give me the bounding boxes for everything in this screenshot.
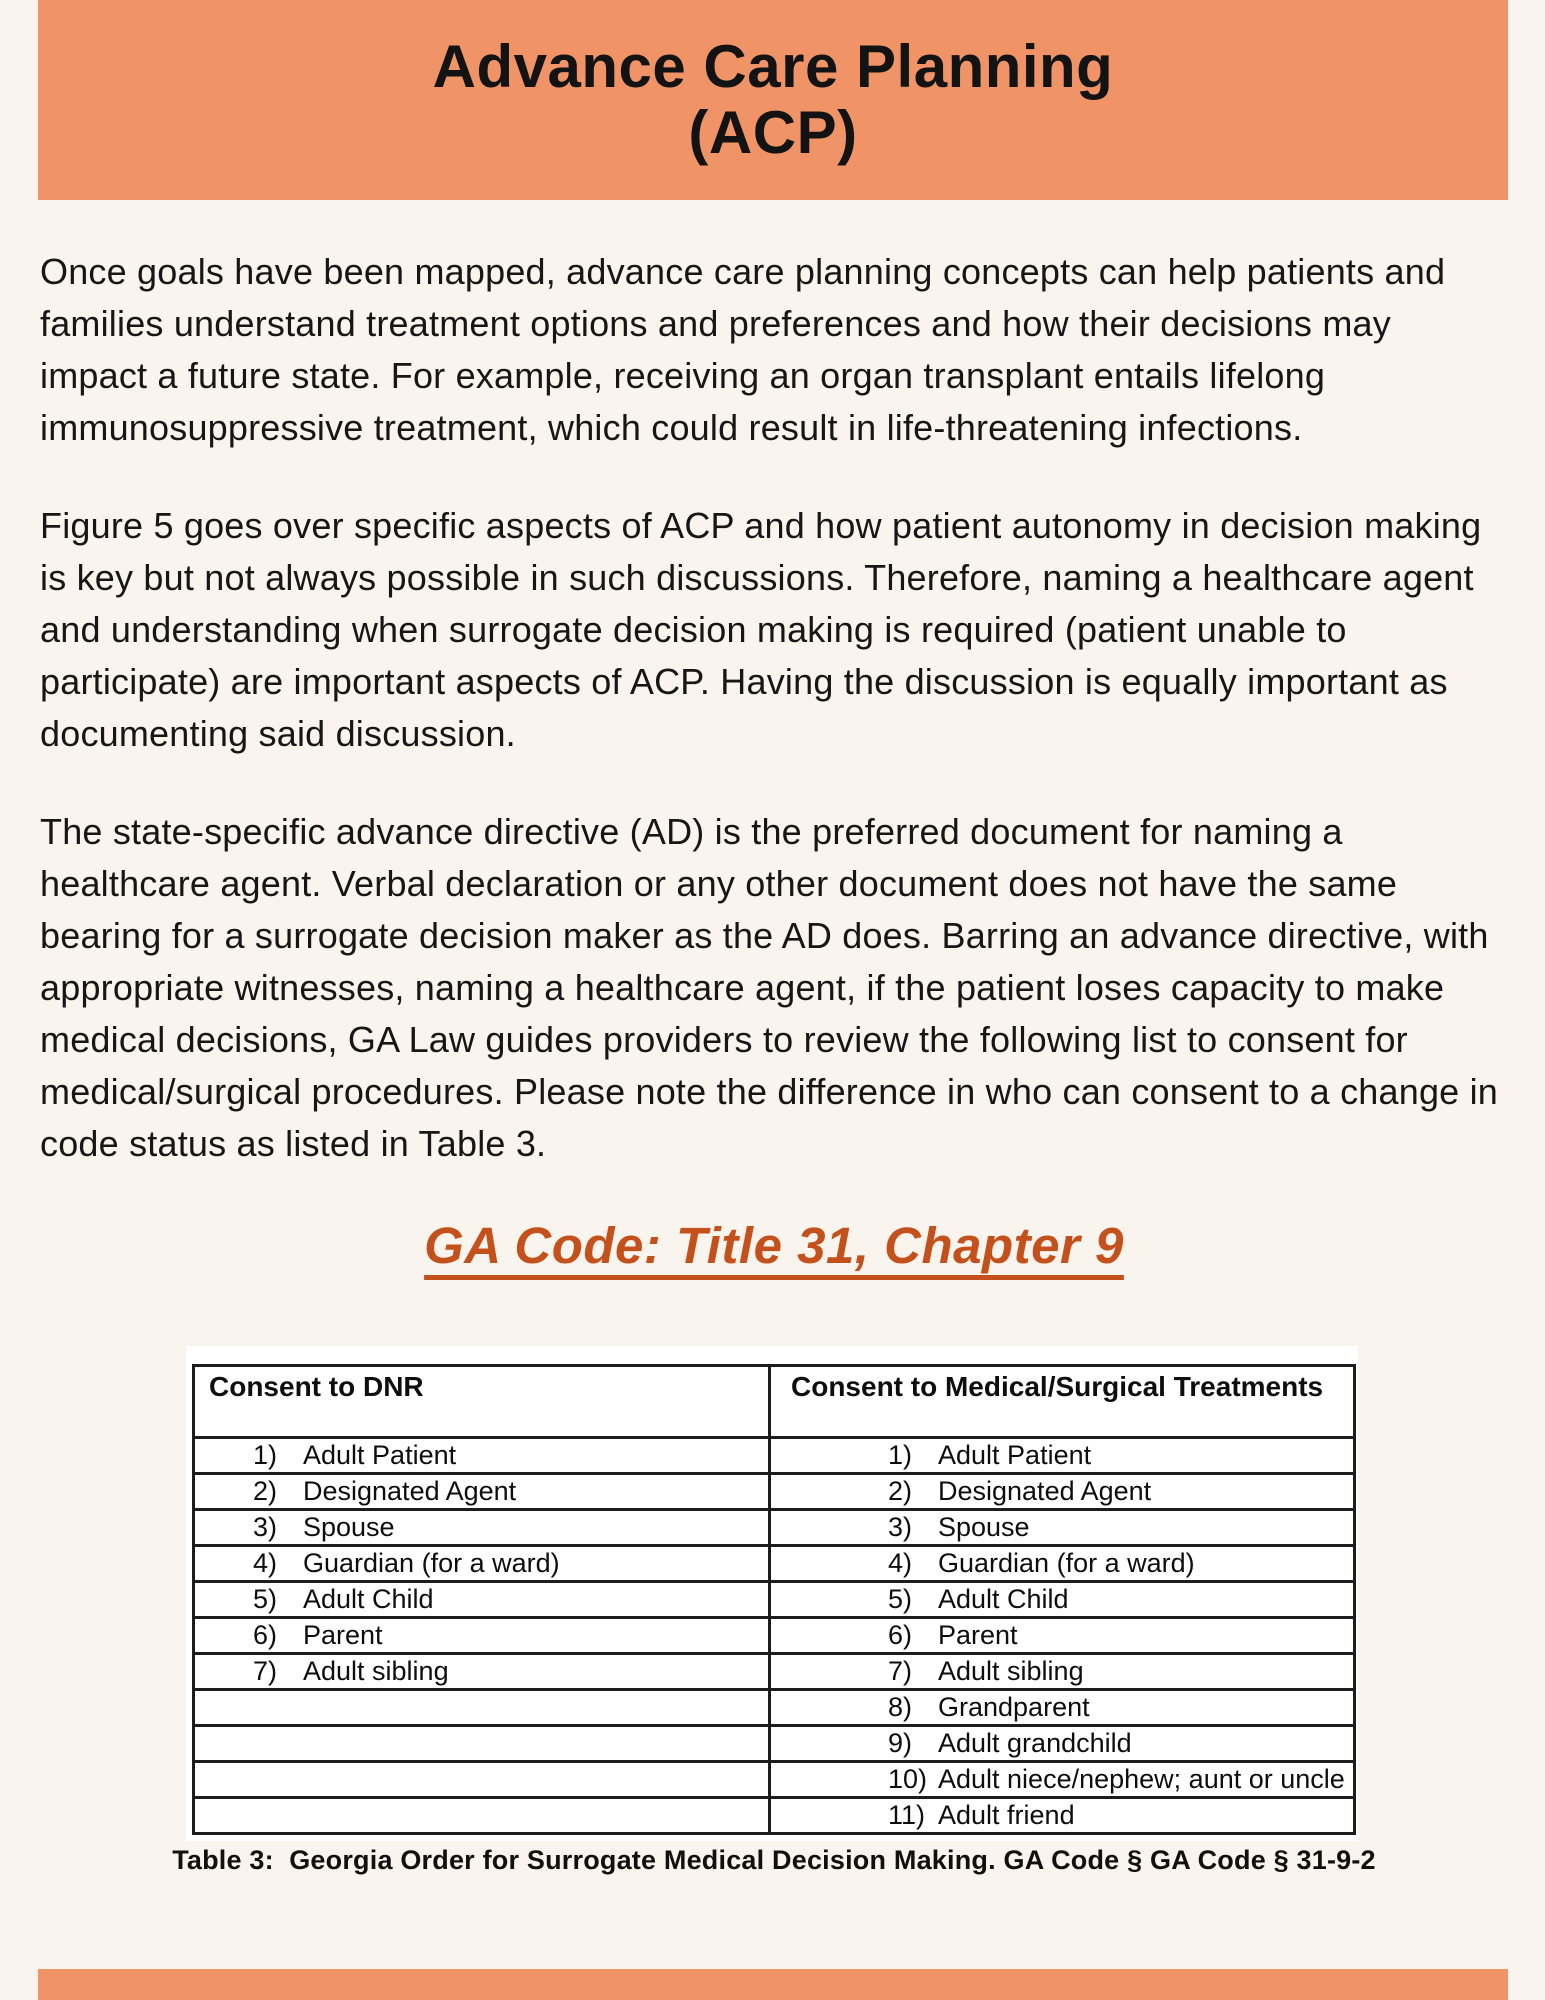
consent-cell-dnr bbox=[194, 1618, 770, 1654]
consent-medical-header: Consent to Medical/Surgical Treatments bbox=[770, 1366, 1355, 1438]
table-caption: Table 3: Georgia Order for Surrogate Medical Decision Making. GA Code § GA Code § 31-9-2 bbox=[172, 1845, 1376, 1875]
list-number: 2) bbox=[253, 1476, 278, 1506]
consent-cell-medical bbox=[770, 1474, 1355, 1510]
consent-cell-medical bbox=[770, 1798, 1355, 1834]
consent-cell-dnr bbox=[194, 1798, 770, 1834]
list-number: 2) bbox=[888, 1476, 913, 1506]
consent-cell-dnr bbox=[194, 1546, 770, 1582]
ga-code-link[interactable]: GA Code: Title 31, Chapter 9 bbox=[424, 1217, 1124, 1274]
list-item-label: Parent bbox=[938, 1620, 1018, 1650]
table-row bbox=[194, 1654, 1355, 1690]
consent-cell-dnr bbox=[194, 1474, 770, 1510]
consent-cell-dnr bbox=[194, 1510, 770, 1546]
table-row bbox=[194, 1510, 1355, 1546]
consent-table-header-row bbox=[194, 1366, 1355, 1438]
list-item-label: Parent bbox=[303, 1620, 383, 1650]
list-item bbox=[195, 1547, 768, 1580]
consent-cell-medical bbox=[770, 1654, 1355, 1690]
list-number: 3) bbox=[253, 1512, 278, 1542]
list-item bbox=[771, 1691, 1353, 1724]
list-item-label: Grandparent bbox=[938, 1692, 1090, 1722]
consent-table-container bbox=[186, 1346, 1358, 1841]
list-item bbox=[771, 1763, 1353, 1796]
list-item bbox=[771, 1475, 1353, 1508]
list-item bbox=[195, 1475, 768, 1508]
table-row bbox=[194, 1474, 1355, 1510]
consent-cell-medical bbox=[770, 1618, 1355, 1654]
list-item bbox=[771, 1439, 1353, 1472]
list-item-label: Adult Child bbox=[303, 1584, 434, 1614]
consent-cell-dnr bbox=[194, 1690, 770, 1726]
list-item-label: Adult sibling bbox=[938, 1656, 1084, 1686]
list-item bbox=[771, 1583, 1353, 1616]
consent-cell-medical bbox=[770, 1438, 1355, 1474]
list-item-label: Designated Agent bbox=[303, 1476, 517, 1506]
list-number: 3) bbox=[888, 1512, 913, 1542]
consent-cell-dnr bbox=[194, 1582, 770, 1618]
paragraph-advance-directive: The state-specific advance directive (AD) is the preferred document for naming a healthcare agent. Verbal declaration or any other document does not have the same bearing for a surrogate decision maker as the AD does. Barring an advance directive, with appropriate witnesses, naming a healthcare agent, if the patient loses capacity to make medical decisions, GA Law guides providers to review the following list to consent for medical/surgical procedures. Please note the difference in who can consent to a change in code status as listed in Table 3. bbox=[40, 811, 1499, 1164]
page-header bbox=[38, 0, 1508, 200]
consent-cell-medical bbox=[770, 1510, 1355, 1546]
list-number: 7) bbox=[253, 1656, 278, 1686]
list-item-label: Adult sibling bbox=[303, 1656, 449, 1686]
list-number: 8) bbox=[888, 1692, 913, 1722]
list-number: 4) bbox=[888, 1548, 913, 1578]
table-row bbox=[194, 1762, 1355, 1798]
list-item bbox=[771, 1511, 1353, 1544]
consent-cell-medical bbox=[770, 1546, 1355, 1582]
consent-cell-medical bbox=[770, 1690, 1355, 1726]
list-number: 1) bbox=[253, 1440, 278, 1470]
consent-cell-medical bbox=[770, 1726, 1355, 1762]
list-item-label: Adult niece/nephew; aunt or uncle bbox=[938, 1764, 1345, 1794]
table-row bbox=[194, 1690, 1355, 1726]
consent-table bbox=[192, 1364, 1356, 1835]
consent-table-body bbox=[194, 1438, 1355, 1834]
list-item bbox=[195, 1583, 768, 1616]
list-item bbox=[195, 1619, 768, 1652]
list-item-label: Guardian (for a ward) bbox=[303, 1548, 560, 1578]
list-item-label: Guardian (for a ward) bbox=[938, 1548, 1195, 1578]
list-item-label: Adult grandchild bbox=[938, 1728, 1132, 1758]
list-item bbox=[195, 1439, 768, 1472]
list-item-label: Adult Patient bbox=[303, 1440, 457, 1470]
consent-cell-medical bbox=[770, 1582, 1355, 1618]
consent-cell-dnr bbox=[194, 1654, 770, 1690]
page-title bbox=[433, 34, 1114, 166]
list-item bbox=[771, 1655, 1353, 1688]
table-row bbox=[194, 1618, 1355, 1654]
list-number: 4) bbox=[253, 1548, 278, 1578]
list-item bbox=[195, 1655, 768, 1688]
consent-cell-dnr bbox=[194, 1438, 770, 1474]
page-footer bbox=[38, 1969, 1508, 2000]
table-row bbox=[194, 1798, 1355, 1834]
list-number: 1) bbox=[888, 1440, 913, 1470]
list-number: 5) bbox=[888, 1584, 913, 1614]
paragraph-intro: Once goals have been mapped, advance care planning concepts can help patients and families understand treatment options and preferences and how their decisions may impact a future state. For example, receiving an organ transplant entails lifelong immunosuppressive treatment, which could result in life-threatening infections. bbox=[40, 251, 1446, 448]
list-number: 5) bbox=[253, 1584, 278, 1614]
list-item-label: Designated Agent bbox=[938, 1476, 1152, 1506]
page-title-line-1: Advance Care Planning bbox=[432, 33, 1114, 100]
list-item-label: Adult Child bbox=[938, 1584, 1069, 1614]
list-item bbox=[771, 1547, 1353, 1580]
list-item-label: Adult Patient bbox=[938, 1440, 1092, 1470]
list-number: 9) bbox=[888, 1728, 913, 1758]
list-number: 7) bbox=[888, 1656, 913, 1686]
consent-dnr-header: Consent to DNR bbox=[194, 1366, 770, 1438]
list-item bbox=[771, 1727, 1353, 1760]
list-item bbox=[771, 1619, 1353, 1652]
list-number: 6) bbox=[253, 1620, 278, 1650]
consent-cell-dnr bbox=[194, 1726, 770, 1762]
consent-cell-dnr bbox=[194, 1762, 770, 1798]
list-item bbox=[195, 1511, 768, 1544]
paragraph-figure5: Figure 5 goes over specific aspects of ACP and how patient autonomy in decision making is key but not always possible in such discussions. Therefore, naming a healthcare agent and understanding when surrogate decision making is required (patient unable to participate) are important aspects of ACP. Having the discussion is equally important as documenting said discussion. bbox=[40, 505, 1482, 754]
list-number: 11) bbox=[888, 1800, 926, 1830]
list-item-label: Spouse bbox=[303, 1512, 395, 1542]
table-row bbox=[194, 1726, 1355, 1762]
list-number: 6) bbox=[888, 1620, 913, 1650]
table-row bbox=[194, 1546, 1355, 1582]
table-row bbox=[194, 1582, 1355, 1618]
list-item-label: Spouse bbox=[938, 1512, 1030, 1542]
page-content bbox=[40, 200, 1508, 1876]
list-item bbox=[771, 1799, 1353, 1832]
list-item-label: Adult friend bbox=[938, 1800, 1075, 1830]
consent-cell-medical bbox=[770, 1762, 1355, 1798]
page-title-line-2: (ACP) bbox=[688, 99, 858, 166]
table-row bbox=[194, 1438, 1355, 1474]
list-number: 10) bbox=[888, 1764, 928, 1794]
